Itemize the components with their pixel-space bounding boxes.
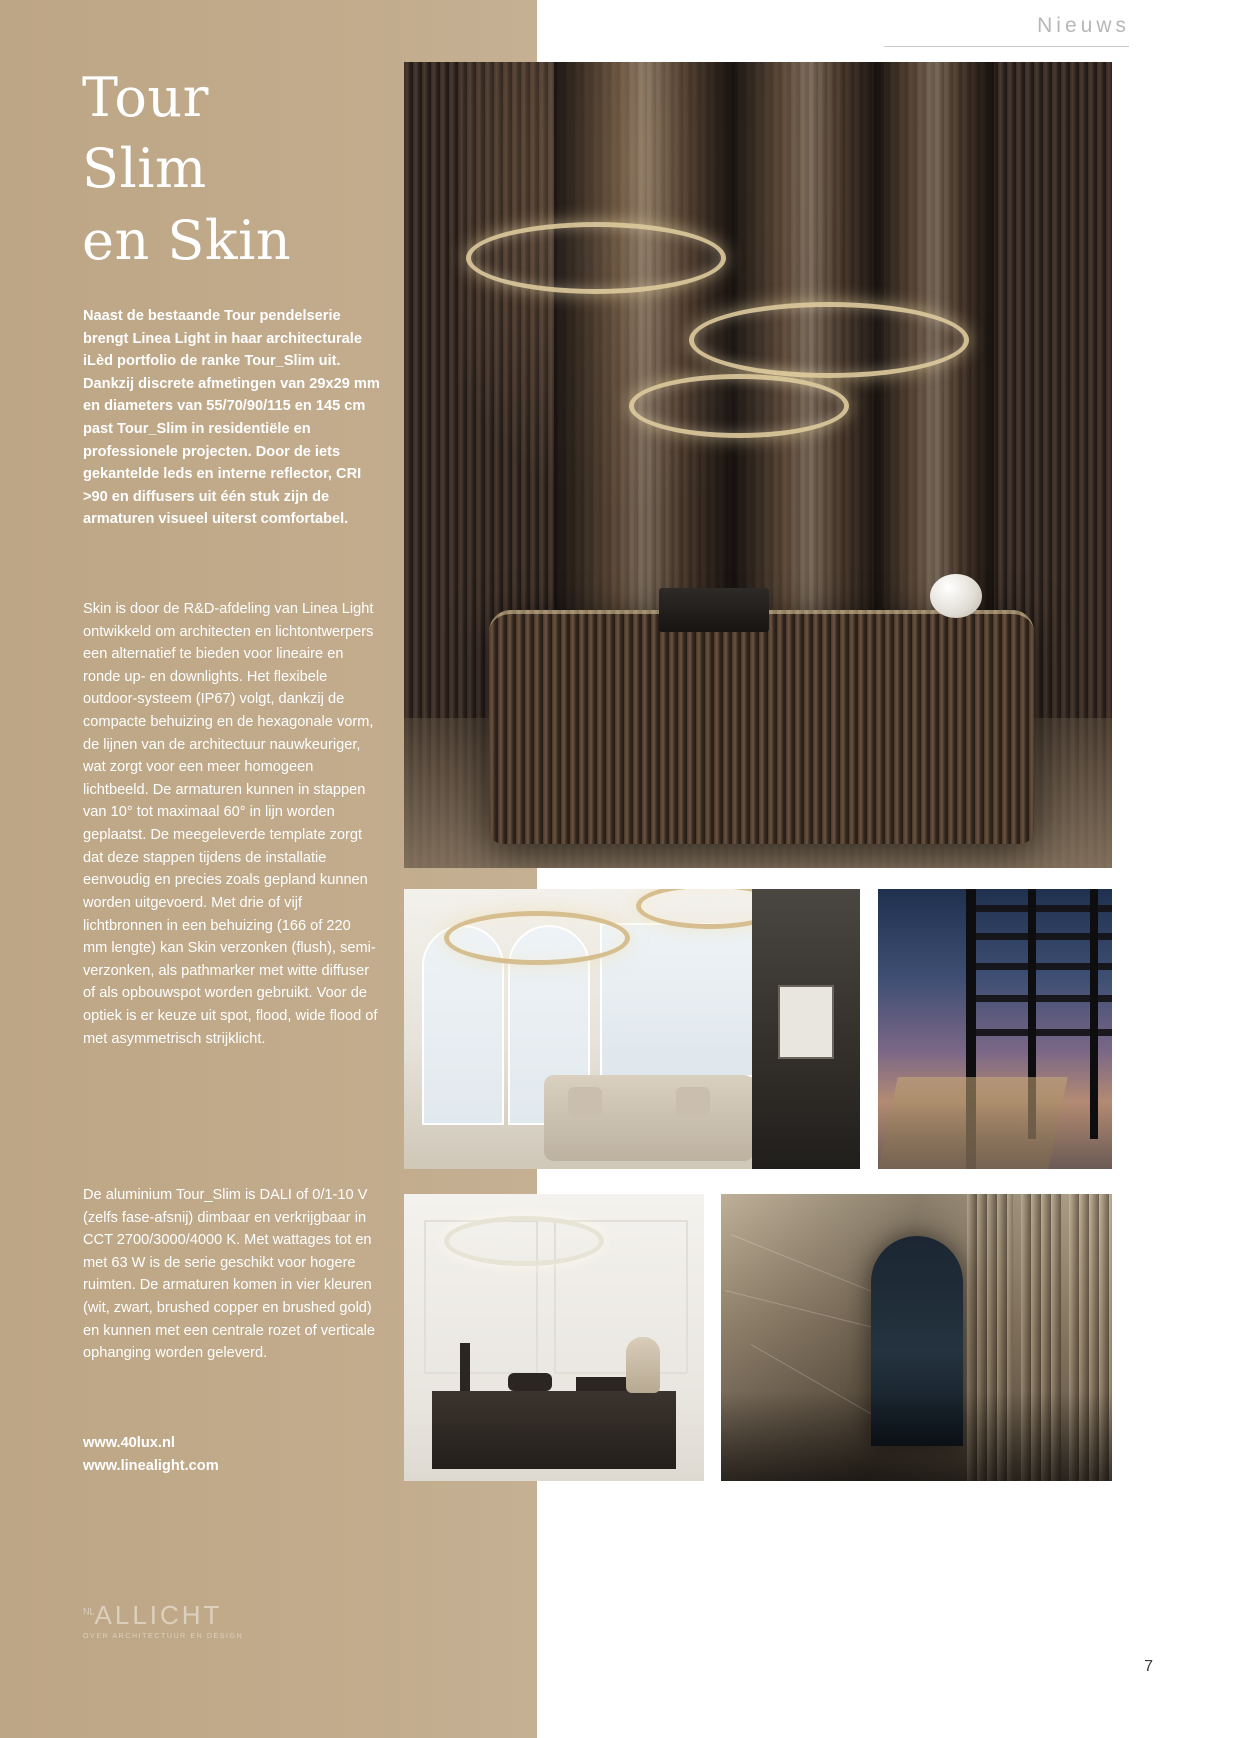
- publication-logo-text: ALLICHT: [94, 1600, 223, 1630]
- living-framed-artwork: [778, 985, 834, 1059]
- interior-credenza: [432, 1391, 676, 1469]
- living-ring-pendant-1: [444, 911, 630, 965]
- header-divider: [884, 46, 1129, 47]
- marble-corridor-image: [721, 1194, 1112, 1481]
- body-paragraph-2: Skin is door de R&D-afdeling van Linea Light ontwikkeld om architecten en lichtontwerpers een alternatief te bieden voor lineaire en ronde up- en downlights. Het flexibele outdoor-systeem (IP67) volgt, dankzij de compacte behuizing en de hexagonale vorm, de lijnen van de architectuur nauwkeuriger, wat zorgt voor een meer homogeen lichtbeeld. De armaturen kunnen in stappen van 10° tot maximaal 60° in lijn worden geplaatst. De meegeleverde template zorgt dat deze stappen tijdens de installatie eenvoudig en precies zoals gepland kunnen worden uitgevoerd. Met drie of vijf lichtbronnen in een behuizing (166 of 220 mm lengte) kan Skin verzonken (flush), semi-verzonken, als pathmarker met witte diffuser of als opbouwspot worden gebruikt. Voor de optiek is er keuze uit spot, flood, wide flood of met asymmetrisch strijklicht.: [83, 601, 378, 1047]
- hero-ring-pendant-1: [466, 222, 726, 294]
- hero-ring-pendant-3: [629, 374, 849, 438]
- page-title: [82, 62, 412, 276]
- facade-image: [878, 889, 1112, 1169]
- contact-links: [83, 1432, 383, 1477]
- interior-books: [576, 1377, 632, 1391]
- interior-candlestick: [460, 1343, 470, 1391]
- publication-logo-prefix: NL: [83, 1606, 95, 1617]
- page-title-line-3: en Skin: [82, 208, 292, 272]
- classic-interior-image: [404, 1194, 704, 1481]
- page-number: 7: [1144, 1658, 1153, 1675]
- link-linealight[interactable]: www.linealight.com: [83, 1457, 219, 1474]
- hero-image: [404, 62, 1112, 868]
- section-header: [880, 14, 1130, 38]
- facade-lit-path: [878, 1077, 1068, 1169]
- publication-logo-mark: [83, 1600, 283, 1631]
- living-cushion-1: [568, 1087, 602, 1117]
- hero-reception-desk: [489, 610, 1034, 844]
- interior-sculpture: [626, 1337, 660, 1393]
- hero-flower-vase: [930, 574, 982, 618]
- living-cushion-2: [676, 1087, 710, 1117]
- body-paragraph-3: De aluminium Tour_Slim is DALI of 0/1-10 V (zelfs fase-afsnij) dimbaar en verkrijgbaar in CCT 2700/3000/4000 K. Met wattages tot en met 63 W is de serie geschikt voor hogere ruimten. De armaturen komen in vier kleuren (wit, zwart, brushed copper en brushed gold) en kunnen met een centrale rozet of verticale ophanging worden geleverd.: [83, 1187, 376, 1362]
- marble-floor-shadow: [721, 1391, 1112, 1481]
- facade-post-3: [1090, 889, 1098, 1139]
- page-title-line-2: Slim: [82, 137, 207, 201]
- lead-paragraph: Naast de bestaande Tour pendelserie brengt Linea Light in haar architecturale iLèd portfolio de ranke Tour_Slim uit. Dankzij discrete afmetingen van 29x29 mm en diameters van 55/70/90/115 en 145 cm past Tour_Slim in residentiële en professionele projecten. Door de iets gekantelde leds en interne reflector, CRI >90 en diffusers uit één stuk zijn de armaturen visueel uiterst comfortabel.: [83, 308, 380, 528]
- interior-ring-pendant: [444, 1216, 604, 1266]
- publication-logo: [83, 1600, 283, 1640]
- hero-ring-pendant-2: [689, 302, 969, 378]
- publication-logo-tagline: OVER ARCHITECTUUR EN DESIGN: [83, 1633, 244, 1640]
- page-title-line-1: Tour: [82, 66, 209, 129]
- interior-bowl: [508, 1373, 552, 1391]
- section-label: Nieuws: [1037, 14, 1130, 37]
- hero-monitor: [659, 588, 769, 632]
- link-40lux[interactable]: www.40lux.nl: [83, 1435, 175, 1451]
- living-room-image: [404, 889, 860, 1169]
